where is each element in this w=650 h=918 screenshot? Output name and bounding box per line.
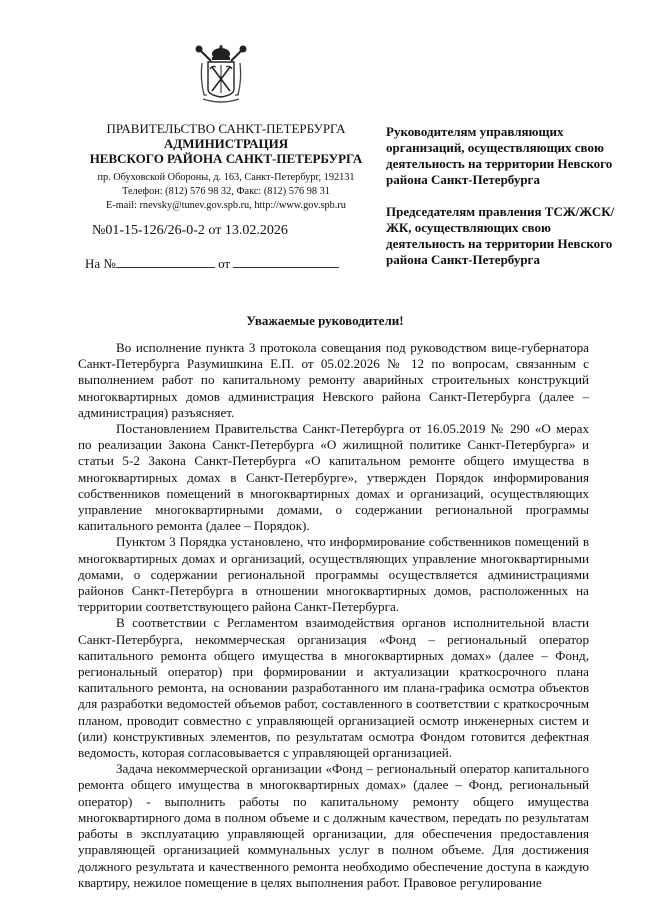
administration-line-2: НЕВСКОГО РАЙОНА САНКТ-ПЕТЕРБУРГА	[89, 151, 363, 166]
coat-of-arms-emblem	[193, 45, 249, 107]
salutation: Уважаемые руководители!	[246, 313, 404, 328]
administration-name	[80, 136, 372, 166]
body-paragraph: В соответствии с Регламентом взаимодействия органов исполнительной власти Санкт-Петербурга, некоммерческая организация «Фонд – региональный оператор капитального ремонта общего имущества в многоквартирных домах» (далее – Фонд, региональный оператор) при формировании и актуализации краткосрочного плана капитального ремонта, на основании разработанного им плана-графика осмотра объектов для разработки ведомостей объемов работ, составленного в соответствии с краткосрочным планом, проводит совместно с управляющей организацией осмотр инженерных систем и (или) конструктивных элементов, по результатам осмотра Фондом готовится дефектная ведомость, которая согласовывается с управляющей организацией.	[78, 615, 589, 761]
reply-date-label: от	[218, 256, 231, 271]
contact-block	[80, 171, 372, 213]
body-paragraph: Постановлением Правительства Санкт-Петербурга от 16.05.2019 № 290 «О мерах по реализации Закона Санкт-Петербурга «О жилищной политике Санкт-Петербурга» и статьи 5-2 Закона Санкт-Петербурга «О капитальном ремонте общего имущества в многоквартирных домах в Санкт-Петербурге», утвержден Порядок информирования собственников помещений в многоквартирных домах и организаций, осуществляющих управление многоквартирными домами, о содержании региональной программы капитального ремонта (далее – Порядок).	[78, 421, 589, 534]
body-paragraph: Пунктом 3 Порядка установлено, что информирование собственников помещений в многоквартирных домах и организаций, осуществляющих управление многоквартирными домами, о содержании региональной программы осуществляется администрациями районов Санкт-Петербурга в отношении многоквартирных домов, расположенных на территории соответствующего района Санкт-Петербурга.	[78, 534, 589, 615]
administration-line-1: АДМИНИСТРАЦИЯ	[163, 136, 289, 151]
reply-number-blank	[116, 256, 215, 268]
body-paragraph: Во исполнение пункта 3 протокола совещания под руководством вице-губернатора Санкт-Петербурга Разумишкина Е.П. от 05.02.2026 № 12 по вопросам, связанным с выполнением работ по капитальному ремонту аварийных строительных конструкций многоквартирных домов администрация Невского района Санкт-Петербурга (далее – администрация) разъясняет.	[78, 340, 589, 420]
postal-address: пр. Обуховской Обороны, д. 163, Санкт-Петербург, 192131	[97, 172, 355, 183]
letter-body	[78, 340, 589, 891]
reply-reference	[85, 256, 339, 272]
coat-of-arms-icon	[193, 45, 249, 107]
reply-number-label: На №	[85, 256, 116, 271]
document-number: №01-15-126/26-0-2 от 13.02.2026	[92, 223, 288, 238]
phone-fax: Телефон: (812) 576 98 32, Факс: (812) 576 98 31	[122, 186, 330, 197]
addressee-hoa-chairs: Председателям правления ТСЖ/ЖСК/ЖК, осуществляющих свою деятельность на территории Невского района Санкт-Петербурга	[386, 204, 615, 267]
addressee-block	[386, 124, 626, 284]
body-paragraph: Задача некоммерческой организации «Фонд – региональный оператор капитального ремонта общего имущества в многоквартирных домах» (далее – Фонд, региональный оператор) - выполнить работы по капитальному ремонту общего имущества многоквартирного дома в полном объеме и с должным качеством, передать по результатам работы в эксплуатацию управляющей организации, для обеспечения предоставления управляющей организацией коммунальных услуг в полном объеме. Для достижения должного результата и качественного ремонта необходимо обеспечение доступа в каждую квартиру, нежилое помещение в целях выполнения работ. Правовое регулирование	[78, 761, 589, 890]
reply-date-blank	[233, 256, 339, 268]
email-website: E-mail: rnevsky@tunev.gov.spb.ru, http://www.gov.spb.ru	[106, 200, 346, 211]
government-name: ПРАВИТЕЛЬСТВО САНКТ-ПЕТЕРБУРГА	[106, 121, 346, 136]
addressee-management-companies: Руководителям управляющих организаций, осуществляющих свою деятельность на территории Невского района Санкт-Петербурга	[386, 124, 613, 187]
